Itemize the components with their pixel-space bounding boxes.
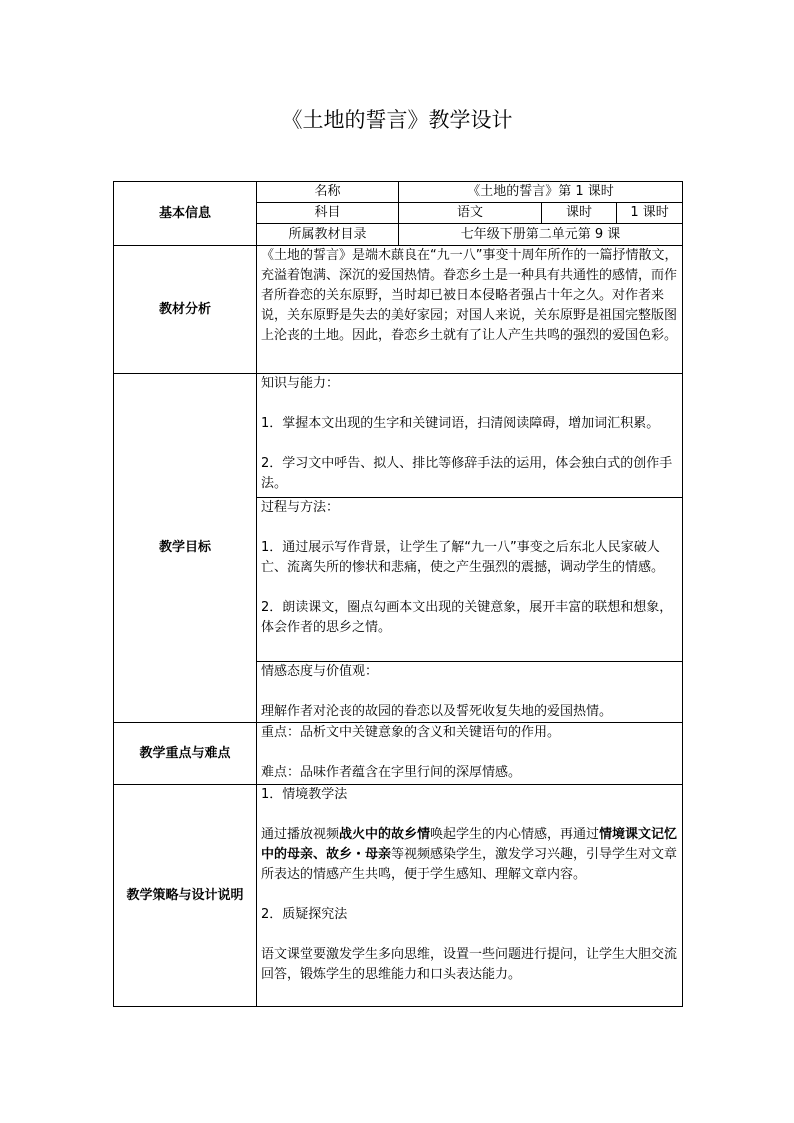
- process-title: 过程与方法：: [261, 500, 340, 515]
- emotion-section: [257, 662, 683, 723]
- catalog-value: 七年级下册第二单元第 9 课: [399, 224, 683, 246]
- subject-value: 语文: [399, 203, 542, 224]
- document-title: 《土地的誓言》教学设计: [281, 108, 513, 132]
- strategy-header: 教学策略与设计说明: [114, 785, 257, 1007]
- key-point: 重点：品析文中关键意象的含义和关键语句的作用。: [261, 725, 561, 740]
- method-2-text: 语文课堂要激发学生多向思维，设置一些问题进行提问，让学生大胆交流回答，锻炼学生的思维能力和口头表达能力。: [261, 947, 678, 982]
- goals-header: 教学目标: [114, 374, 257, 723]
- method-1-text: [261, 825, 678, 885]
- process-section: [257, 498, 683, 662]
- strategy-section: [257, 785, 683, 1007]
- emotion-title: 情感态度与价值观：: [261, 664, 379, 679]
- method-1-part-1: 通过播放视频: [261, 827, 340, 842]
- method-1-bold-2: 情境课文记忆中的母亲、故乡・母亲: [261, 827, 678, 862]
- method-1-part-2: 唤起学生的内心情感，再通过: [430, 827, 600, 842]
- key-points-section: [257, 723, 683, 785]
- lesson-design-table: [113, 181, 683, 1007]
- name-value: 《土地的誓言》第 1 课时: [399, 182, 683, 203]
- hours-label: 课时: [542, 203, 617, 224]
- hours-value: 1 课时: [617, 203, 683, 224]
- analysis-text: 《土地的誓言》是端木蕻良在“九一八”事变十周年所作的一篇抒情散文，充溢着饱满、深沉的爱国热情。眷恋乡土是一种具有共通性的感情，而作者所眷恋的关东原野，当时却已被日本侵略者强占十年之久。对作者来说，关东原野是失去的美好家园；对国人来说，关东原野是祖国完整版图上沦丧的土地。因此，眷恋乡土就有了让人产生共鸣的强烈的爱国色彩。: [257, 246, 683, 374]
- name-label: 名称: [257, 182, 399, 203]
- method-2-title: 2．质疑探究法: [261, 907, 348, 922]
- method-1-title: 1．情境教学法: [261, 787, 348, 802]
- basic-info-header: 基本信息: [114, 182, 257, 246]
- key-points-header: 教学重点与难点: [114, 723, 257, 785]
- method-1-part-3: 等视频感染学生，激发学习兴趣，引导学生对文章所表达的情感产生共鸣，便于学生感知、理解文章内容。: [261, 847, 678, 882]
- difficulty-point: 难点：品味作者蕴含在字里行间的深厚情感。: [261, 765, 522, 780]
- process-item-2: 2．朗读课文，圈点勾画本文出现的关键意象，展开丰富的联想和想象，体会作者的思乡之情。: [261, 600, 673, 635]
- catalog-label: 所属教材目录: [257, 224, 399, 246]
- knowledge-item-1: 1．掌握本文出现的生字和关键词语，扫清阅读障碍，增加词汇积累。: [261, 416, 660, 431]
- knowledge-item-2: 2．学习文中呼告、拟人、排比等修辞手法的运用，体会独白式的创作手法。: [261, 456, 673, 491]
- subject-label: 科目: [257, 203, 399, 224]
- emotion-item: 理解作者对沦丧的故园的眷恋以及誓死收复失地的爱国热情。: [261, 704, 613, 719]
- process-item-1: 1．通过展示写作背景，让学生了解“九一八”事变之后东北人民家破人亡、流离失所的惨状和悲痛，使之产生强烈的震撼，调动学生的情感。: [261, 540, 665, 575]
- knowledge-section: [257, 374, 683, 498]
- analysis-header: 教材分析: [114, 246, 257, 374]
- knowledge-title: 知识与能力：: [261, 376, 340, 391]
- method-1-bold-1: 战火中的故乡情: [339, 827, 431, 842]
